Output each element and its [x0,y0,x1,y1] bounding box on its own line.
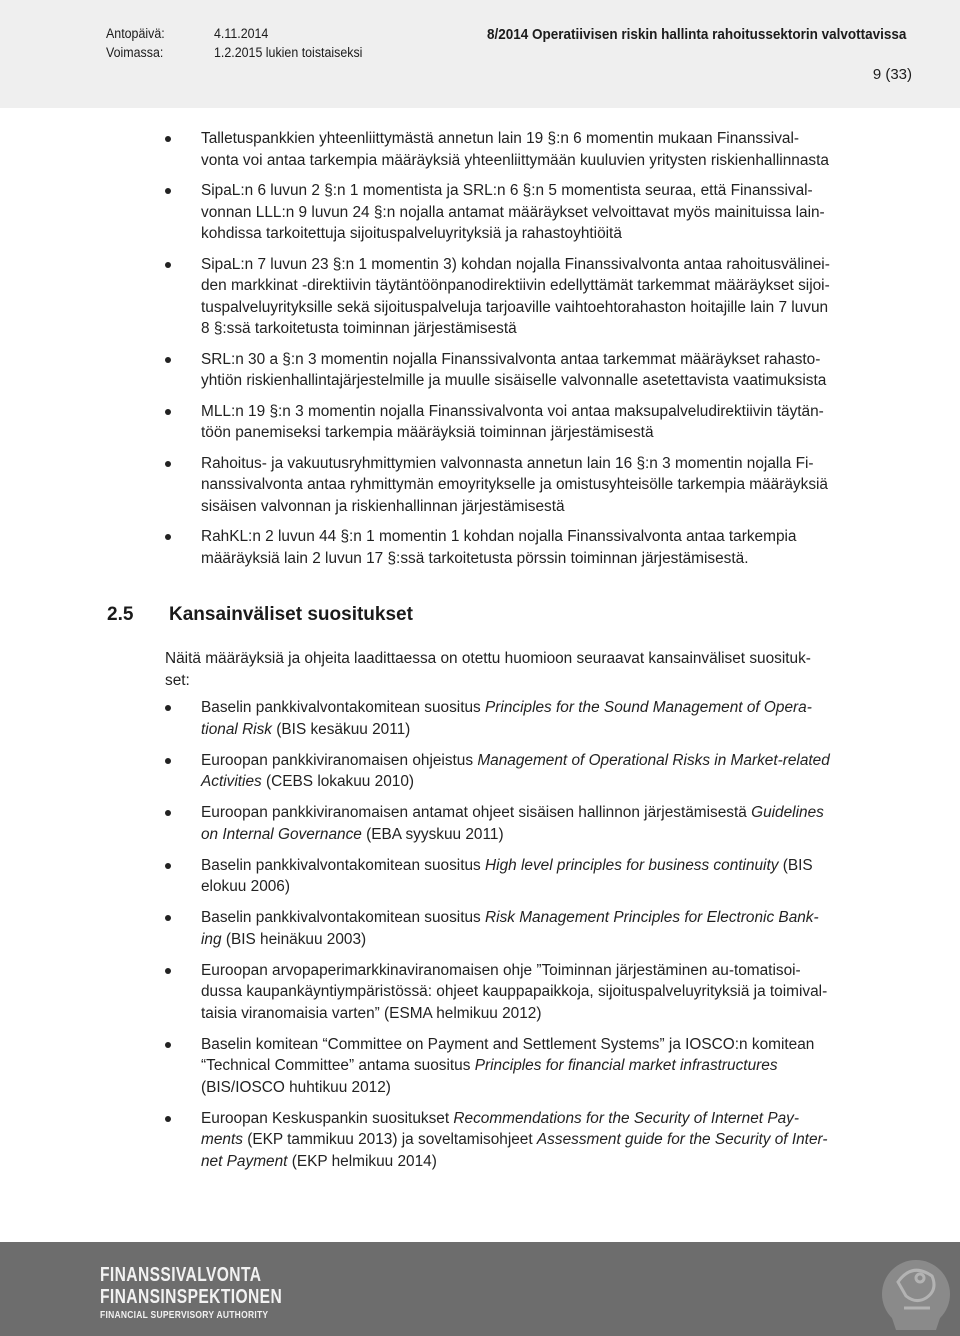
legal-basis-list [0,128,960,578]
list-item-text: (BIS elokuu 2006) [201,856,813,895]
recommendation-title: Recommendations for the Security of Internet Pay- ments [201,1109,799,1148]
recommendation-title: Assessment guide for the Security of Inter- net Payment [201,1131,828,1170]
bullet-icon [165,461,171,467]
list-item [0,254,960,340]
lion-emblem-icon [820,1242,960,1336]
list-item-text: Euroopan arvopaperimarkkinaviranomaisen ohje ”Toiminnan järjestäminen au-tomatisoi- dussa kaupankäyntiympäristössä: ohjeet kauppapaikkoja, sijoituspalveluyrityksiä ja toimival- taisia viranomaisia varten” (ESMA helmikuu 2012) [201,961,828,1022]
voimassa-value: 1.2.2015 lukien toistaiseksi [214,45,363,60]
list-item [0,1034,960,1099]
list-item-text: Rahoitus- ja vakuutusryhmittymien valvonnasta annetun lain 16 §:n 3 momentin nojalla Fi- nanssivalvonta antaa ryhmittymän emoyritykselle ja omistusyhteisölle tarkempia määräyksiä sisäisen valvonnan ja riskienhallinnan järjestämisestä [201,454,828,515]
recommendation-title: Principles for financial market infrastructures [474,1057,778,1074]
list-item-text: RahKL:n 2 luvun 44 §:n 1 momentin 1 kohdan nojalla Finanssivalvonta antaa tarkempia määräyksiä lain 2 luvun 17 §:ssä tarkoitetusta pörssin toiminnan järjestämisestä. [201,528,797,567]
list-item [0,401,960,444]
list-item-text: Baselin pankkivalvontakomitean suositus [201,856,486,874]
bullet-icon [165,968,171,974]
recommendation-title: Guidelines on Internal Governance [201,804,824,843]
list-item [0,697,960,740]
bullet-icon [165,409,171,415]
bullet-icon [165,758,171,764]
section-heading [107,604,413,626]
bullet-icon [165,1116,171,1122]
list-item [0,960,960,1025]
list-item [0,907,960,950]
voimassa-label: Voimassa: [106,45,164,60]
bullet-icon [165,136,171,142]
section-title: Kansainväliset suositukset [169,604,413,625]
page-number: 9 (33) [872,66,912,83]
list-item-text: Talletuspankkien yhteenliittymästä annetun lain 19 §:n 6 momentin mukaan Finanssival- vonta voi antaa tarkempia määräyksiä yhteenliittymään kuuluvien yritysten riskienhallinnasta [201,130,829,169]
section-number: 2.5 [107,604,134,625]
antopaiva-label: Antopäivä: [106,26,165,41]
bullet-icon [165,1042,171,1048]
bullet-icon [165,262,171,268]
list-item-text: (EBA syyskuu 2011) [361,825,504,843]
list-item [0,855,960,898]
list-item [0,750,960,793]
list-item-text: Euroopan Keskuspankin suositukset [201,1109,454,1127]
list-item-text: SipaL:n 7 luvun 23 §:n 1 momentin 3) kohdan nojalla Finanssivalvonta antaa rahoitusvälinei- den markkinat -direktiivin täytäntöönpanodirektiivin edellyttämät tarkemmat määräykset sijoi- tuspalveluyrityksille sekä sijoituspalveluja tarjoaville vaihtoehtorahaston hoitajille lain 7 luvun 8 §:ssä tarkoitetusta toiminnan järjestämisestä [201,255,830,337]
list-item [0,180,960,245]
list-item-text: Baselin komitean “Committee on Payment and Settlement Systems” ja IOSCO:n komitean “Technical Committee” antama suositus [201,1035,815,1074]
document-title: 8/2014 Operatiivisen riskin hallinta rahoitussektorin valvottavissa [487,26,907,43]
list-item-text: (BIS heinäkuu 2003) [221,930,367,948]
logo-line-2: FINANSINSPEKTIONEN [100,1286,283,1308]
list-item-text: (BIS/IOSCO huhtikuu 2012) [201,1078,391,1096]
logo-line-1: FINANSSIVALVONTA [100,1264,262,1286]
bullet-icon [165,915,171,921]
recommendations-list [0,697,960,1182]
list-item-text: MLL:n 19 §:n 3 momentin nojalla Finanssivalvonta voi antaa maksupalveludirektiivin täytän- töön panemiseksi tarkempia määräyksiä toiminnan järjestämisestä [201,402,824,441]
page-header [0,0,960,108]
list-item-text: Baselin pankkivalvontakomitean suositus [201,699,486,716]
list-item-text: Euroopan pankkiviranomaisen antamat ohjeet sisäisen hallinnon järjestämisestä [201,804,752,821]
list-item-text: (EKP helmikuu 2014) [287,1152,437,1170]
list-item-text: SipaL:n 6 luvun 2 §:n 1 momentista ja SRL:n 6 §:n 5 momentista seuraa, että Finanssival- vonnan LLL:n 9 luvun 24 §:n nojalla antamat määräykset velvoittavat myös mainituissa lain- kohdissa tarkoitettuja sijoituspalveluyrityksiä ja rahastoyhtiöitä [201,182,825,242]
antopaiva-value: 4.11.2014 [214,26,269,41]
bullet-icon [165,863,171,869]
recommendation-title: Management of Operational Risks in Market-related Activities [201,751,830,790]
recommendation-title: Risk Management Principles for Electronic Bank- ing [201,909,819,948]
intro-text: Näitä määräyksiä ja ohjeita laadittaessa on otettu huomioon seuraavat kansainväliset suosituk- set: [165,650,811,689]
bullet-icon [165,705,171,711]
bullet-icon [165,534,171,540]
list-item [0,349,960,392]
list-item-text: (CEBS lokakuu 2010) [261,773,415,790]
page-footer [0,1242,960,1336]
bullet-icon [165,810,171,816]
list-item [0,526,960,569]
list-item-text: SRL:n 30 a §:n 3 momentin nojalla Finanssivalvonta antaa tarkemmat määräykset rahasto- yhtiön riskienhallintajärjestelmille ja muulle sisäiselle valvonnalle asetettavista vaatimuksista [201,350,827,389]
bullet-icon [165,188,171,194]
list-item [0,128,960,171]
list-item [0,453,960,518]
recommendation-title: Principles for the Sound Management of Opera- tional Risk [201,699,812,738]
list-item [0,1108,960,1173]
section-intro [165,648,905,691]
list-item-text: (EKP tammikuu 2013) ja soveltamisohjeet [242,1131,537,1148]
logo-line-3: FINANCIAL SUPERVISORY AUTHORITY [100,1310,269,1321]
list-item-text: (BIS kesäkuu 2011) [272,720,411,738]
list-item-text: Baselin pankkivalvontakomitean suositus [201,909,486,926]
list-item-text: Euroopan pankkiviranomaisen ohjeistus [201,751,478,769]
recommendation-title: High level principles for business continuity [485,856,779,874]
list-item [0,802,960,845]
bullet-icon [165,357,171,363]
